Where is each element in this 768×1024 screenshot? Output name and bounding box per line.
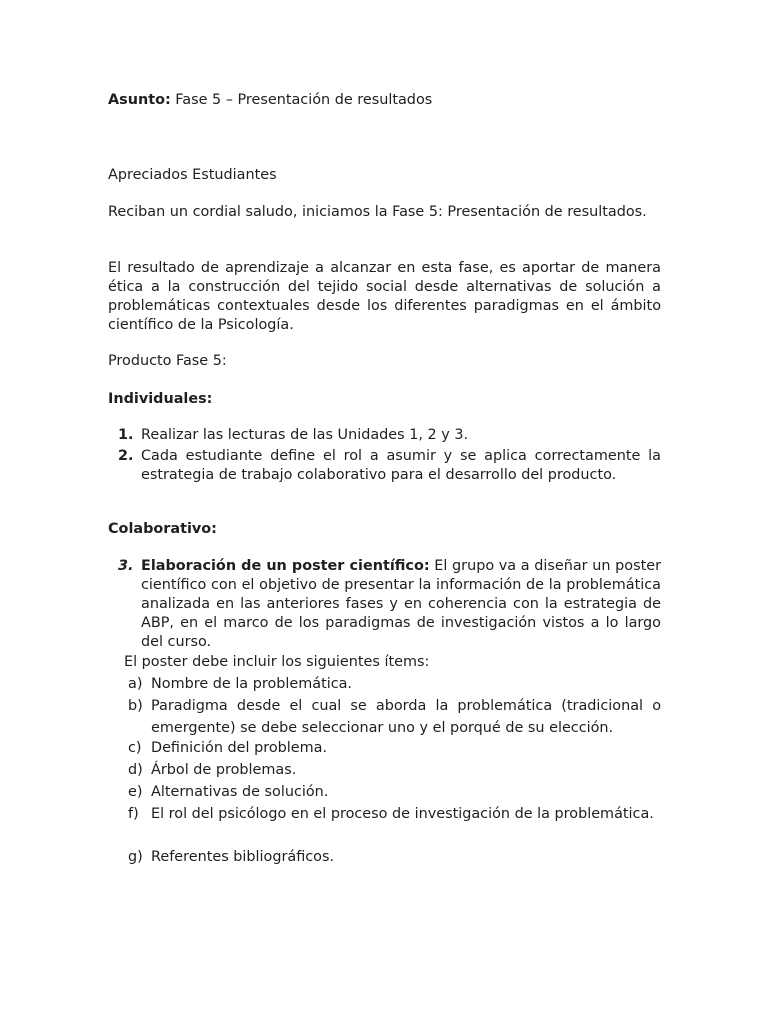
greeting: Apreciados Estudiantes [108, 167, 277, 183]
lettered-item [128, 673, 661, 695]
item-letter: c) [128, 740, 142, 756]
numbered-item [108, 557, 661, 652]
numbered-item [108, 447, 661, 485]
item-text: Cada estudiante define el rol a asumir y se aplica correctamente la estrategia de trabajo colaborativo para el desarrollo del producto. [141, 448, 661, 483]
item-letter: g) [128, 849, 143, 865]
item-text: Realizar las lecturas de las Unidades 1, 2 y 3. [141, 427, 469, 443]
subject-text: Fase 5 – Presentación de resultados [170, 92, 433, 108]
learning-outcome-paragraph: El resultado de aprendizaje a alcanzar en esta fase, es aportar de manera ética a la construcción del tejido social desde alternativas de solución a problemáticas contextuales desde los diferentes paradigmas en el ámbito científico de la Psicología. [108, 260, 661, 333]
collaborative-heading: Colaborativo: [108, 521, 217, 537]
lettered-item [128, 695, 661, 739]
subject-line [108, 91, 661, 110]
product-heading: Producto Fase 5: [108, 353, 227, 369]
lettered-item [128, 759, 661, 781]
numbered-item [108, 426, 661, 445]
item-number: 3. [118, 558, 134, 574]
individual-heading: Individuales: [108, 391, 213, 407]
item-letter: d) [128, 762, 143, 778]
lettered-item [128, 781, 661, 803]
lettered-item [128, 803, 661, 825]
item-text: Nombre de la problemática. [151, 676, 353, 692]
item-text: Árbol de problemas. [151, 762, 297, 778]
item-letter: f) [128, 806, 139, 822]
subject-label: Asunto: [108, 92, 171, 108]
item-text: El grupo va a diseñar un poster científico con el objetivo de presentar la información de la problemática analizada en las anteriores fases y en coherencia con la estrategia de ABP, en el marco de los paradigmas de investigación vistos a lo largo del curso. [141, 558, 662, 650]
item-text: Alternativas de solución. [151, 784, 329, 800]
poster-title: Elaboración de un poster científico: [141, 558, 430, 574]
item-letter: a) [128, 676, 143, 692]
item-number: 1. [118, 427, 134, 443]
item-text: Referentes bibliográficos. [151, 849, 335, 865]
item-text: El rol del psicólogo en el proceso de investigación de la problemática. [151, 806, 654, 822]
item-letter: b) [128, 698, 143, 714]
item-number: 2. [118, 448, 134, 464]
item-letter: e) [128, 784, 143, 800]
lettered-item [128, 737, 661, 759]
item-text: Definición del problema. [151, 740, 328, 756]
item-text: Paradigma desde el cual se aborda la problemática (tradicional o emergente) se debe seleccionar uno y el porqué de su elección. [151, 698, 661, 736]
intro-paragraph: Reciban un cordial saludo, iniciamos la Fase 5: Presentación de resultados. [108, 204, 647, 220]
poster-items-intro: El poster debe incluir los siguientes ítems: [124, 654, 430, 670]
lettered-item [128, 846, 661, 868]
